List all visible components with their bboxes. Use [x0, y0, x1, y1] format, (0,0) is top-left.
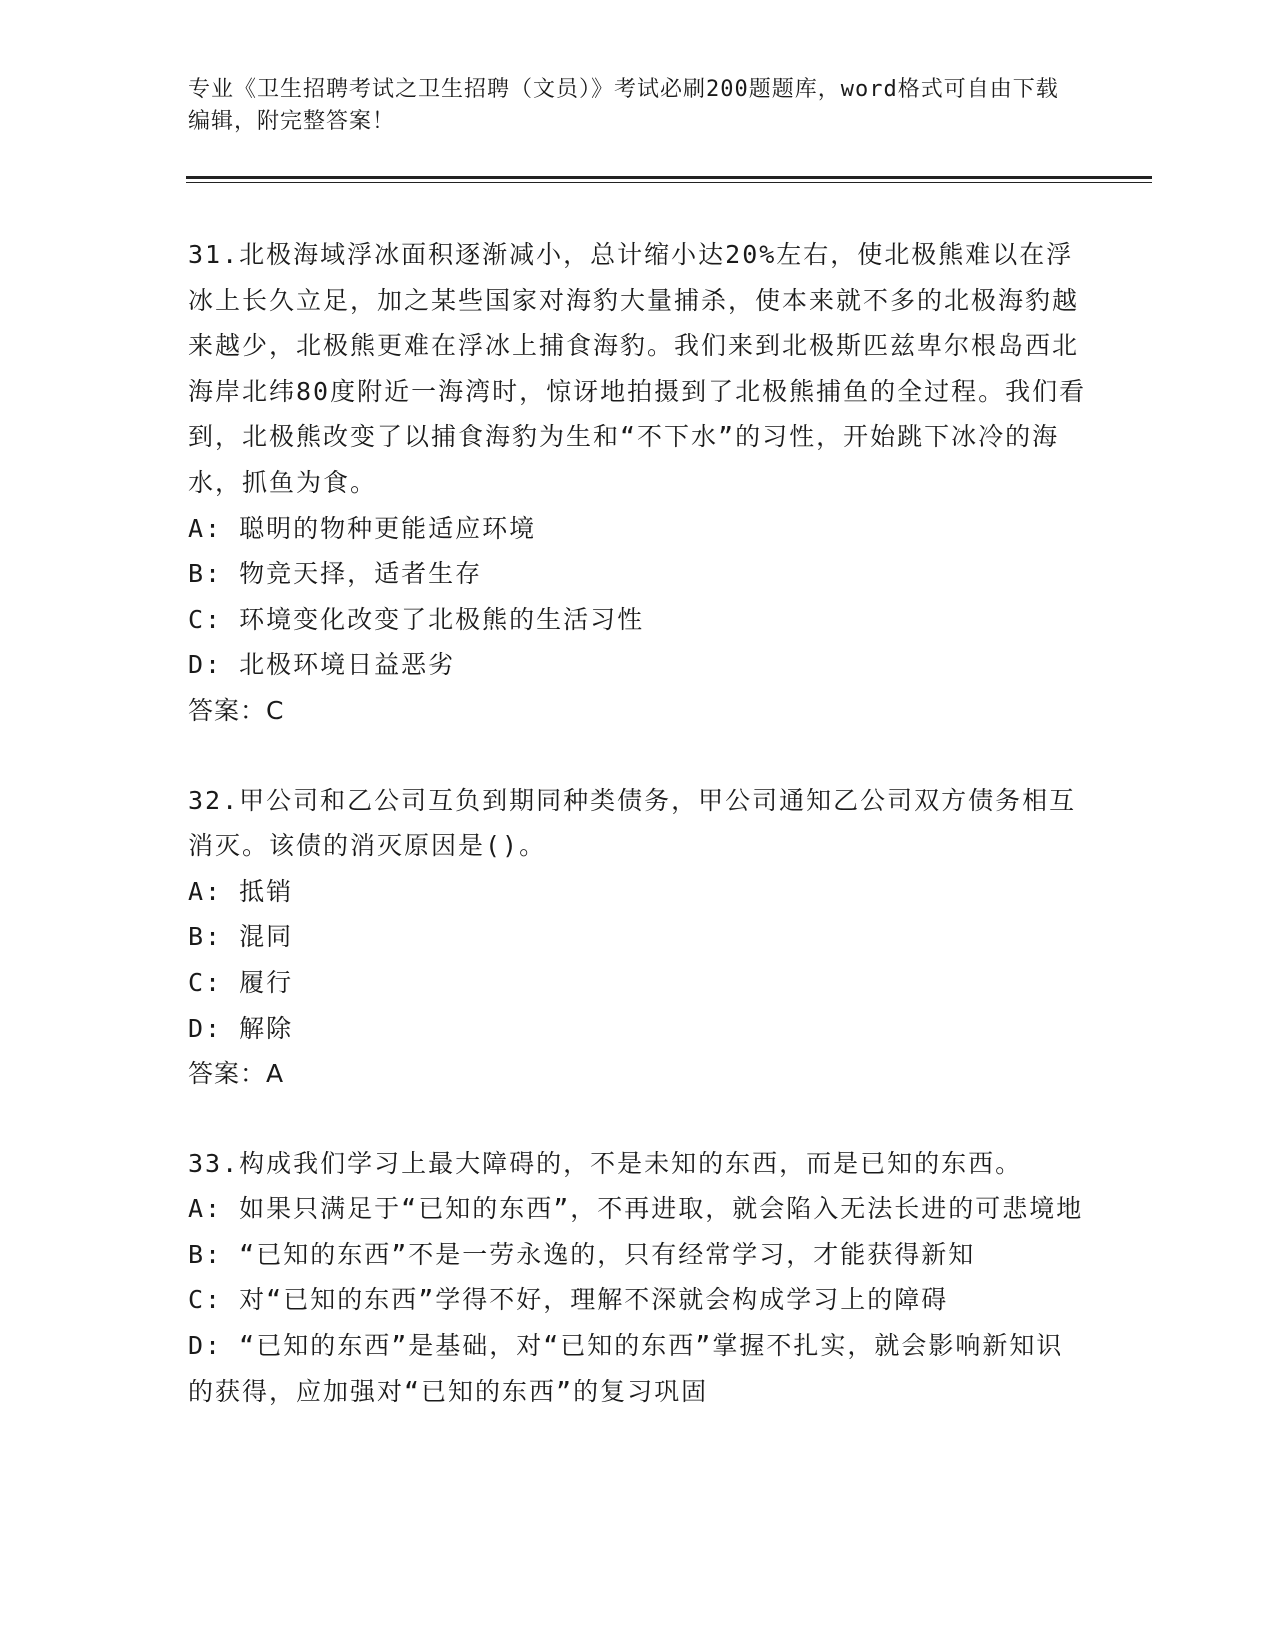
question-31 [188, 232, 1088, 734]
question-32 [188, 778, 1088, 1097]
option-d: D: 北极环境日益恶劣 [188, 650, 456, 680]
option-d: D: “已知的东西”是基础，对“已知的东西”掌握不扎实，就会影响新知识的获得，应加强对“已知的东西”的复习巩固 [188, 1331, 1064, 1406]
option-b: B: 混同 [188, 922, 294, 952]
option-a: A: 聪明的物种更能适应环境 [188, 513, 537, 543]
question-list [188, 232, 1088, 1458]
document-header: 专业《卫生招聘考试之卫生招聘（文员）》考试必刷200题题库，word格式可自由下载编辑，附完整答案！ [188, 77, 1059, 134]
option-b: B: “已知的东西”不是一劳永逸的，只有经常学习，才能获得新知 [188, 1239, 976, 1269]
question-stem: 32.甲公司和乙公司互负到期同种类债务，甲公司通知乙公司双方债务相互消灭。该债的消灭原因是()。 [188, 785, 1077, 861]
option-a: A: 如果只满足于“已知的东西”，不再进取，就会陷入无法长进的可悲境地 [188, 1194, 1084, 1224]
option-c: C: 环境变化改变了北极熊的生活习性 [188, 604, 645, 634]
option-c: C: 履行 [188, 967, 294, 997]
answer-line: 答案：C [188, 695, 285, 725]
question-stem: 33.构成我们学习上最大障碍的，不是未知的东西，而是已知的东西。 [188, 1148, 1023, 1178]
option-b: B: 物竞天择，适者生存 [188, 559, 483, 589]
option-a: A: 抵销 [188, 876, 294, 906]
header-rule-thick [186, 176, 1152, 179]
question-stem: 31.北极海域浮冰面积逐渐减小，总计缩小达20%左右，使北极熊难以在浮冰上长久立足，加之某些国家对海豹大量捕杀，使本来就不多的北极海豹越来越少，北极熊更难在浮冰上捕食海豹。我们来到北极斯匹兹卑尔根岛西北海岸北纬80度附近一海湾时，惊讶地拍摄到了北极熊捕鱼的全过程。我们看到，北极熊改变了以捕食海豹为生和“不下水”的习性，开始跳下冰冷的海水，抓鱼为食。 [188, 240, 1087, 497]
question-33 [188, 1141, 1088, 1415]
option-c: C: 对“已知的东西”学得不好，理解不深就会构成学习上的障碍 [188, 1285, 949, 1315]
header-rule-thin [186, 182, 1152, 183]
option-d: D: 解除 [188, 1013, 294, 1043]
answer-line: 答案：A [188, 1059, 285, 1089]
